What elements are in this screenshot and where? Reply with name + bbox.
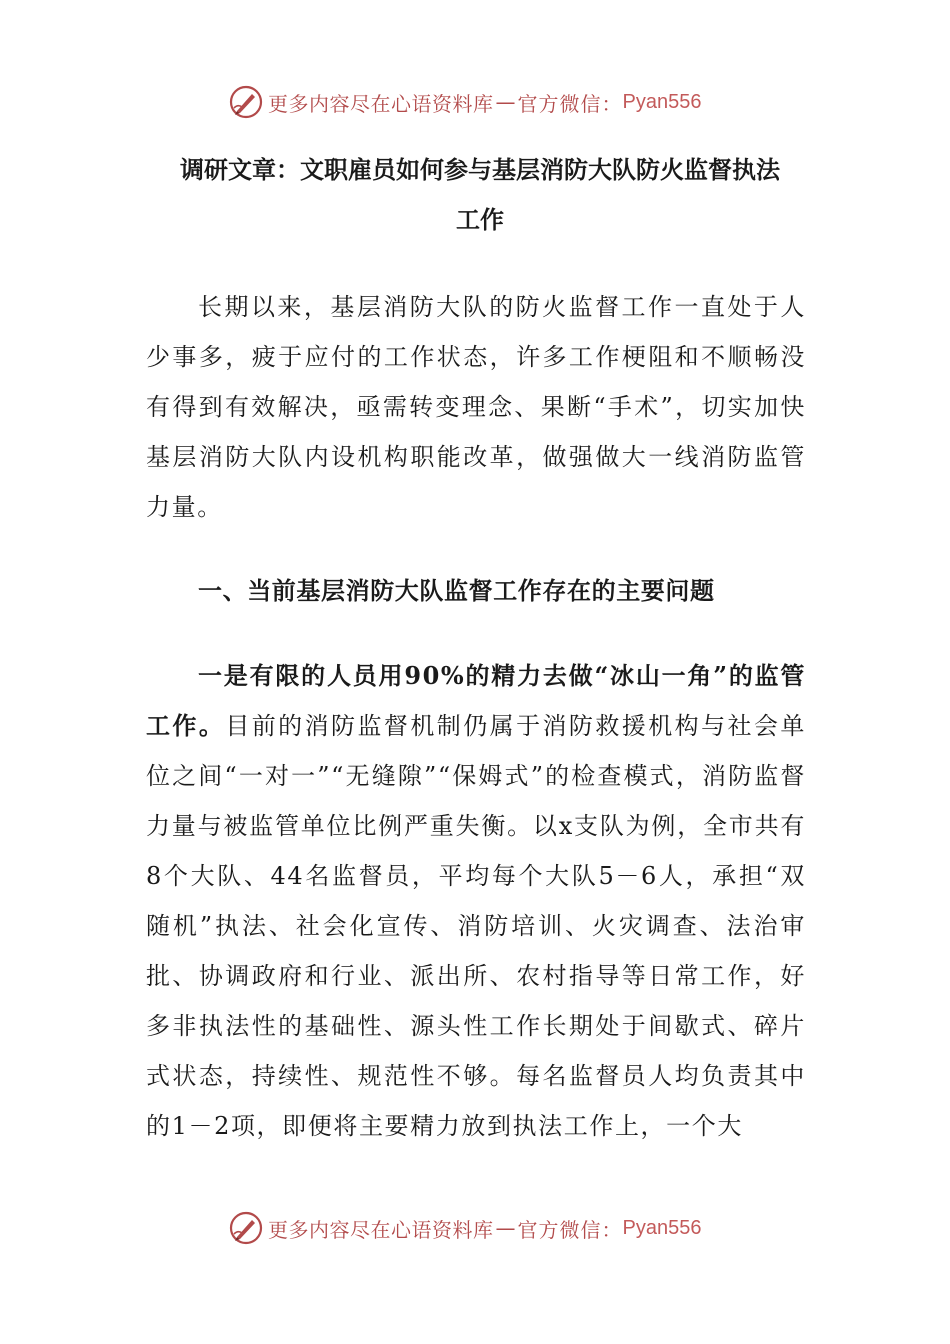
paragraph-lead: 一是有限的人员用90%的精力去做“冰山一角”的监管工作。 — [146, 661, 806, 740]
banner-site-name: 更多内容尽在心语资料库 — [268, 1217, 494, 1242]
banner-wechat-id: Pyan556 — [622, 90, 702, 113]
section-heading: 一、当前基层消防大队监督工作存在的主要问题 — [198, 576, 715, 605]
banner-site-name: 更多内容尽在心语资料库 — [268, 91, 494, 116]
banner-separator: — — [495, 90, 516, 114]
banner-wechat-label: 官方微信： — [517, 91, 623, 116]
pen-logo-icon — [228, 1210, 264, 1246]
banner-separator: — — [495, 1216, 516, 1240]
intro-paragraph: 长期以来，基层消防大队的防火监督工作一直处于人少事多，疲于应付的工作状态，许多工作梗阻和不顺畅没有得到有效解决，亟需转变理念、果断“手术”，切实加快基层消防大队内设机构职能改革，做强做大一线消防监管力量。 — [146, 293, 806, 521]
header-banner — [228, 82, 701, 122]
banner-wechat-label: 官方微信： — [517, 1217, 623, 1242]
body-paragraph — [146, 651, 806, 1151]
document-title-line1: 调研文章：文职雇员如何参与基层消防大队防火监督执法 — [180, 155, 780, 184]
paragraph-body: 目前的消防监督机制仍属于消防救援机构与社会单位之间“一对一”“无缝隙”“保姆式”的检查模式，消防监督力量与被监管单位比例严重失衡。以x支队为例，全市共有8个大队、44名监督员，平均每个大队5－6人，承担“双随机”执法、社会化宣传、消防培训、火灾调查、法治审批、协调政府和行业、派出所、农村指导等日常工作，好多非执法性的基础性、源头性工作长期处于间歇式、碎片式状态，持续性、规范性不够。每名监督员人均负责其中的1－2项，即便将主要精力放到执法工作上，一个大 — [146, 712, 806, 1140]
document-title-line2: 工作 — [456, 205, 504, 234]
pen-logo-icon — [228, 84, 264, 120]
footer-banner — [228, 1208, 701, 1248]
banner-wechat-id: Pyan556 — [622, 1216, 702, 1239]
